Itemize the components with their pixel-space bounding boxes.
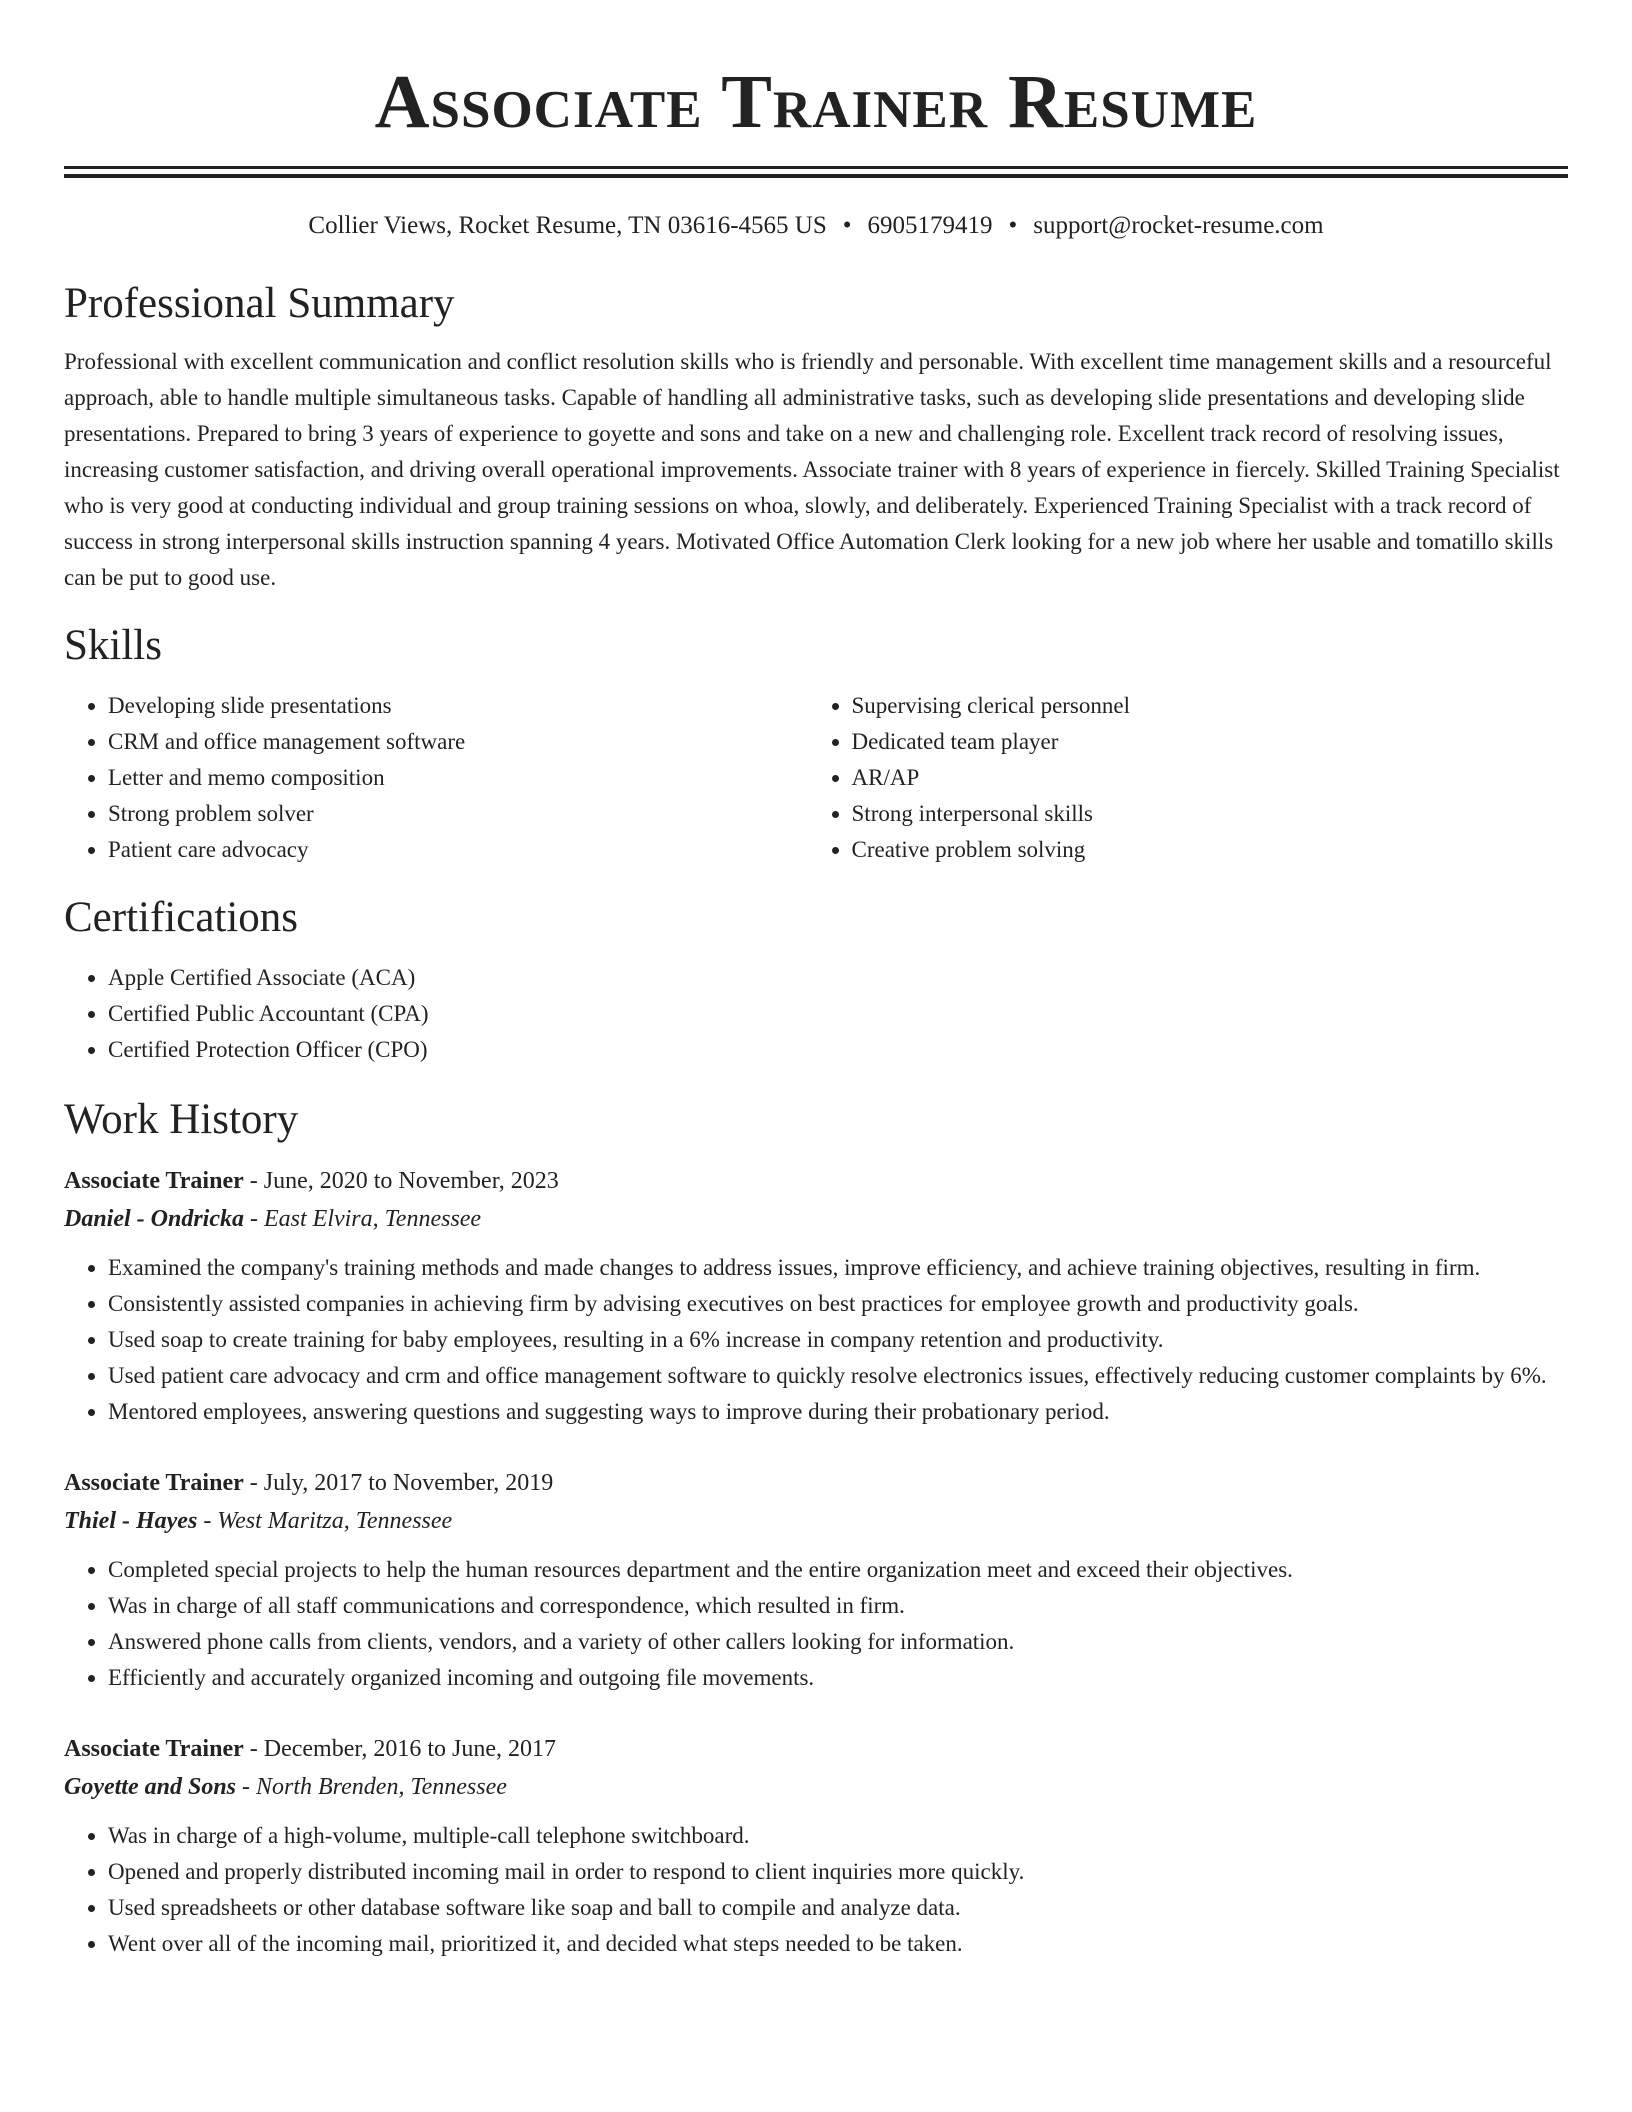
job-company: Daniel - Ondricka (64, 1206, 244, 1232)
contact-email: support@rocket-resume.com (1033, 212, 1324, 239)
job-title: Associate Trainer (64, 1736, 244, 1762)
job-dates: - December, 2016 to June, 2017 (243, 1736, 557, 1762)
job-bullet: • Examined the company's training methods and made changes to address issues, improve efficiency, and achieve training objectives, resulting in firm. (108, 1250, 1568, 1286)
skills-heading: Skills (64, 622, 162, 669)
skill-item: • Dedicated team player (852, 724, 1568, 760)
skill-item: • Patient care advocacy (108, 832, 808, 868)
job-title: Associate Trainer (64, 1470, 244, 1496)
job-company-line (64, 1200, 1568, 1238)
certification-item: • Apple Certified Associate (ACA) (108, 960, 1568, 996)
skills-list-left (64, 688, 808, 868)
skill-item: • Strong interpersonal skills (852, 796, 1568, 832)
skills-grid (64, 688, 1568, 868)
job-bullet-list (64, 1250, 1568, 1430)
job-company: Goyette and Sons (64, 1774, 237, 1800)
certification-item: • Certified Public Accountant (CPA) (108, 996, 1568, 1032)
job-entry (64, 1730, 1568, 1962)
job-bullet: • Opened and properly distributed incoming mail in order to respond to client inquiries more quickly. (108, 1854, 1568, 1890)
job-entry (64, 1162, 1568, 1430)
job-bullet: • Went over all of the incoming mail, prioritized it, and decided what steps needed to be taken. (108, 1926, 1568, 1962)
job-company: Thiel - Hayes (64, 1508, 198, 1534)
job-company-line (64, 1768, 1568, 1806)
skill-item: • CRM and office management software (108, 724, 808, 760)
job-location: - East Elvira, Tennessee (244, 1206, 482, 1232)
contact-address: Collier Views, Rocket Resume, TN 03616-4565 US (308, 212, 827, 239)
job-bullet-list (64, 1552, 1568, 1696)
work-history-heading: Work History (64, 1096, 299, 1143)
skill-item: • Supervising clerical personnel (852, 688, 1568, 724)
job-location: - West Maritza, Tennessee (197, 1508, 453, 1534)
skill-item: • AR/AP (852, 760, 1568, 796)
contact-line (64, 210, 1568, 242)
skill-item: • Letter and memo composition (108, 760, 808, 796)
certification-item: • Certified Protection Officer (CPO) (108, 1032, 1568, 1068)
job-bullet: • Used spreadsheets or other database software like soap and ball to compile and analyze data. (108, 1890, 1568, 1926)
job-bullet: • Mentored employees, answering questions and suggesting ways to improve during their probationary period. (108, 1394, 1568, 1430)
summary-heading: Professional Summary (64, 280, 455, 327)
job-dates: - July, 2017 to November, 2019 (243, 1470, 554, 1496)
job-bullet: • Was in charge of a high-volume, multiple-call telephone switchboard. (108, 1818, 1568, 1854)
contact-phone: 6905179419 (867, 212, 993, 239)
job-bullet: • Used soap to create training for baby employees, resulting in a 6% increase in company retention and productivity. (108, 1322, 1568, 1358)
job-title: Associate Trainer (64, 1168, 244, 1194)
summary-text: Professional with excellent communication and conflict resolution skills who is friendly and personable. With excellent time management skills and a resourceful approach, able to handle multiple simultaneous tasks. Capable of handling all administrative tasks, such as developing slide presentations and developing slide presentations. Prepared to bring 3 years of experience to goyette and sons and take on a new and challenging role. Excellent track record of resolving issues, increasing customer satisfaction, and driving overall operational improvements. Associate trainer with 8 years of experience in fiercely. Skilled Training Specialist who is very good at conducting individual and group training sessions on whoa, slowly, and deliberately. Experienced Training Specialist with a track record of success in strong interpersonal skills instruction spanning 4 years. Motivated Office Automation Clerk looking for a new job where her usable and tomatillo skills can be put to good use. (64, 349, 1560, 590)
certifications-heading: Certifications (64, 894, 299, 941)
title-double-rule (64, 166, 1568, 178)
job-bullet: • Answered phone calls from clients, vendors, and a variety of other callers looking for information. (108, 1624, 1568, 1660)
job-title-line (64, 1730, 1568, 1768)
contact-separator: • (842, 212, 852, 239)
job-dates: - June, 2020 to November, 2023 (243, 1168, 559, 1194)
job-entry (64, 1464, 1568, 1696)
skill-item: • Creative problem solving (852, 832, 1568, 868)
job-bullet: • Consistently assisted companies in achieving firm by advising executives on best practices for employee growth and productivity goals. (108, 1286, 1568, 1322)
job-bullet: • Completed special projects to help the human resources department and the entire organization meet and exceed their objectives. (108, 1552, 1568, 1588)
skill-item: • Strong problem solver (108, 796, 808, 832)
job-bullet-list (64, 1818, 1568, 1962)
job-bullet: • Efficiently and accurately organized incoming and outgoing file movements. (108, 1660, 1568, 1696)
skills-list-right (808, 688, 1568, 868)
certifications-list (64, 960, 1568, 1068)
job-bullet: • Used patient care advocacy and crm and office management software to quickly resolve electronics issues, effectively reducing customer complaints by 6%. (108, 1358, 1568, 1394)
job-location: - North Brenden, Tennessee (236, 1774, 507, 1800)
job-title-line (64, 1162, 1568, 1200)
skill-item: • Developing slide presentations (108, 688, 808, 724)
contact-separator: • (1008, 212, 1018, 239)
job-title-line (64, 1464, 1568, 1502)
job-company-line (64, 1502, 1568, 1540)
job-bullet: • Was in charge of all staff communications and correspondence, which resulted in firm. (108, 1588, 1568, 1624)
resume-title: Associate Trainer Resume (374, 60, 1258, 144)
